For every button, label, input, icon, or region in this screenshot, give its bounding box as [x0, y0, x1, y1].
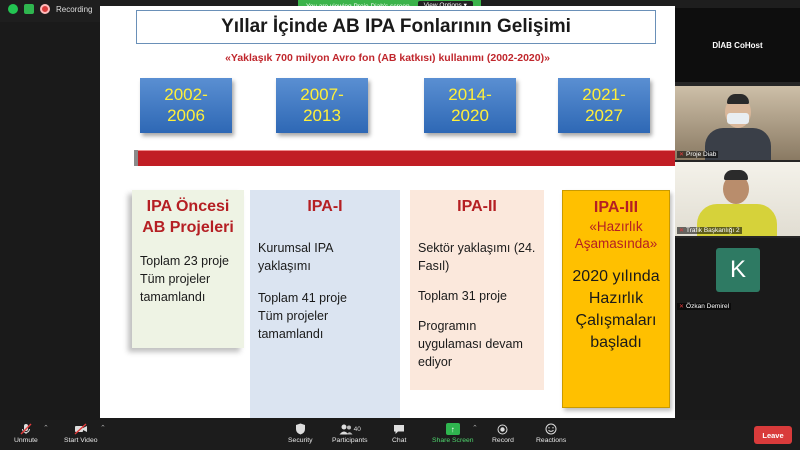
column-ipa3-text-3: Çalışmaları	[575, 312, 657, 329]
security-button[interactable]	[288, 423, 313, 444]
leave-meeting-button[interactable]: Leave	[754, 426, 792, 444]
period-box-2	[276, 78, 368, 133]
column-ipa3-text-2: Hazırlık	[588, 290, 644, 307]
mic-off-icon: ✕	[679, 152, 685, 158]
column-ipa-ii	[410, 190, 544, 390]
slide-title-box	[136, 10, 656, 44]
status-indicators	[8, 4, 92, 14]
participants-button[interactable]	[332, 423, 368, 444]
participant-tile-ozkan[interactable]	[675, 238, 800, 312]
column-pre-heading-2: AB Projeleri	[142, 219, 234, 236]
participant-video-panel	[675, 8, 800, 310]
participant-label	[677, 151, 718, 158]
column-ipa2-heading: IPA-II	[457, 198, 497, 215]
mic-off-icon: ✕	[679, 228, 685, 234]
start-video-label: Start Video	[64, 437, 98, 444]
column-ipa1-text-2b: Tüm projeler	[258, 309, 329, 323]
participant-hair	[724, 170, 748, 180]
mic-off-icon: ✕	[679, 304, 685, 310]
timeline-bar	[134, 150, 675, 166]
column-ipa2-text-3b: uygulaması devam	[418, 337, 523, 351]
participant-label	[677, 227, 742, 234]
period-3-line2: 2020	[451, 106, 489, 125]
period-box-1	[140, 78, 232, 133]
column-pre-text-1: Toplam 23 proje	[140, 254, 229, 268]
column-pre-text-2: Tüm projeler	[140, 272, 211, 286]
audio-options-chevron-icon[interactable]: ⌃	[43, 425, 49, 432]
face-mask-shape	[727, 113, 749, 124]
timeline-bar-cap	[134, 150, 138, 166]
column-ipa1-text-2a: Toplam 41 proje	[258, 291, 347, 305]
period-1-line2: 2006	[167, 106, 205, 125]
meeting-toolbar	[0, 420, 800, 450]
encryption-shield-icon[interactable]	[24, 4, 34, 14]
smiley-reaction-icon	[544, 423, 558, 435]
column-ipa-i	[250, 190, 400, 418]
column-ipa-oncesi	[132, 190, 244, 348]
column-ipa3-text-1: 2020 yılında	[572, 268, 660, 285]
security-label: Security	[288, 437, 313, 444]
participant-tile-trafik[interactable]	[675, 162, 800, 236]
column-ipa3-heading: IPA-III	[593, 199, 639, 216]
column-ipa1-text-2c: tamamlandı	[258, 327, 324, 341]
period-box-3	[424, 78, 516, 133]
participant-name: Trafik Başkanlığı 2	[686, 227, 740, 234]
record-button[interactable]	[492, 423, 514, 444]
participant-tile-proje-diab[interactable]	[675, 86, 800, 160]
period-2-line1: 2007-	[300, 85, 344, 104]
column-ipa2-text-3c: ediyor	[418, 355, 453, 369]
chat-label: Chat	[392, 437, 407, 444]
column-ipa2-text-1b: Fasıl)	[418, 259, 450, 273]
column-ipa3-text-4: başladı	[590, 334, 642, 351]
participants-label: Participants	[332, 437, 368, 444]
slide-subtitle: «Yaklaşık 700 milyon Avro fon (AB katkısı) kullanımı (2002-2020)»	[225, 52, 550, 64]
microphone-muted-icon	[19, 423, 33, 435]
slide-title: Yıllar İçinde AB IPA Fonlarının Gelişimi	[221, 16, 571, 37]
period-3-line1: 2014-	[448, 85, 492, 104]
video-off-icon	[74, 423, 88, 435]
period-2-line2: 2013	[303, 106, 341, 125]
column-ipa3-sub-1: «Hazırlık	[589, 219, 643, 234]
shield-icon	[293, 423, 307, 435]
period-box-4	[558, 78, 650, 133]
period-4-line2: 2027	[585, 106, 623, 125]
share-screen-arrow-icon: ↑	[446, 423, 460, 435]
column-ipa-iii	[562, 190, 670, 408]
unmute-label: Unmute	[14, 437, 38, 444]
column-ipa2-text-1a: Sektör yaklaşımı (24.	[418, 241, 536, 255]
participants-count: 40	[353, 425, 361, 433]
recording-icon	[40, 4, 50, 14]
record-label: Record	[492, 437, 514, 444]
cohost-name: DİAB CoHost	[712, 40, 763, 50]
recording-label: Recording	[56, 4, 93, 14]
participant-name: Özkan Demirel	[686, 303, 730, 310]
connection-icon[interactable]	[8, 4, 18, 14]
reactions-button[interactable]	[536, 423, 566, 444]
start-video-button[interactable]	[64, 423, 98, 444]
period-1-line1: 2002-	[164, 85, 208, 104]
period-4-line1: 2021-	[582, 85, 626, 104]
unmute-button[interactable]	[14, 423, 38, 444]
share-options-chevron-icon[interactable]: ⌃	[472, 425, 478, 432]
share-screen-label: Share Screen	[432, 437, 474, 444]
participants-icon	[337, 423, 363, 435]
reactions-label: Reactions	[536, 437, 567, 444]
column-ipa2-text-2a: Toplam 31 proje	[418, 289, 507, 303]
share-screen-button[interactable]	[432, 423, 474, 444]
shared-screen-slide	[100, 6, 675, 418]
participant-avatar: K	[716, 248, 760, 292]
column-ipa1-text-1a: Kurumsal IPA	[258, 241, 334, 255]
column-ipa2-text-3a: Programın	[418, 319, 477, 333]
column-ipa3-sub-2: Aşamasında»	[574, 236, 658, 251]
column-ipa1-text-1b: yaklaşımı	[258, 259, 311, 273]
column-pre-heading-1: IPA Öncesi	[146, 198, 230, 215]
participant-hair	[727, 94, 749, 104]
video-options-chevron-icon[interactable]: ⌃	[100, 425, 106, 432]
record-icon	[496, 423, 510, 435]
column-pre-text-3: tamamlandı	[140, 290, 206, 304]
cohost-header-tile[interactable]	[675, 8, 800, 82]
chat-button[interactable]	[392, 423, 406, 444]
chat-bubble-icon	[392, 423, 406, 435]
column-ipa1-heading: IPA-I	[307, 198, 343, 215]
participant-label	[677, 303, 731, 310]
participant-name: Proje Diab	[686, 151, 717, 158]
